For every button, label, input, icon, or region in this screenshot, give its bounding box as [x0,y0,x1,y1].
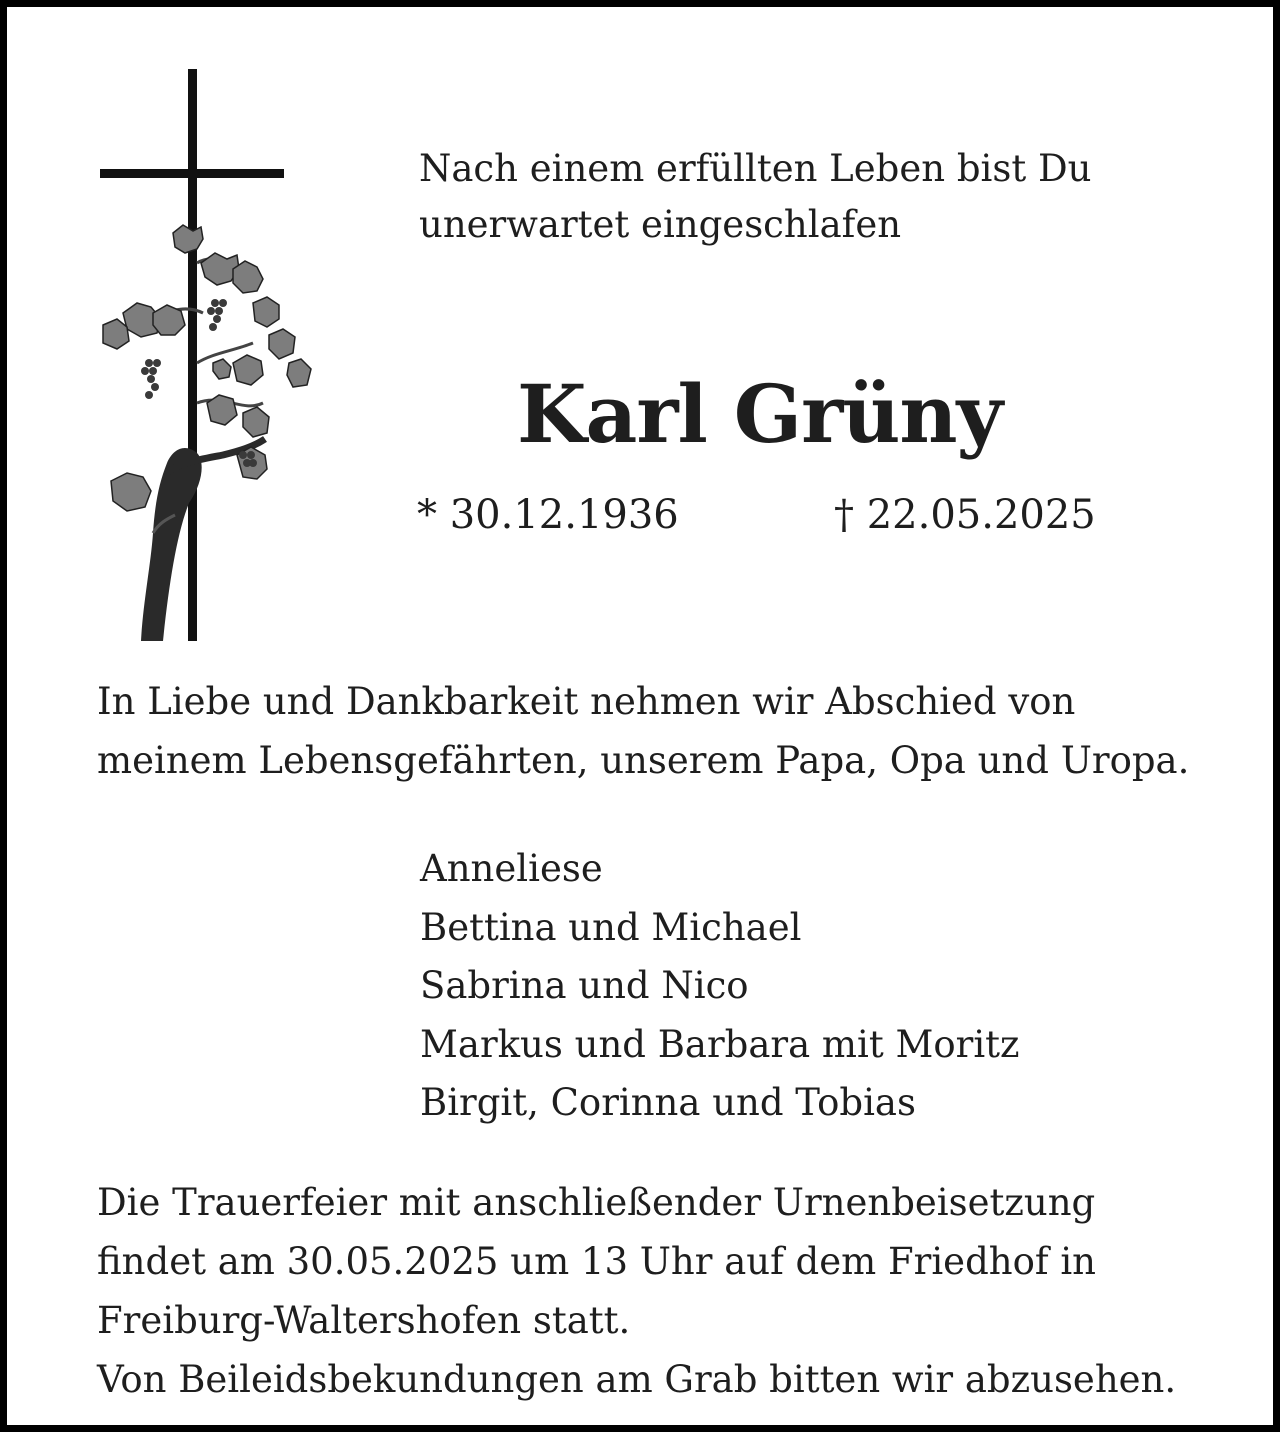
intro-line-2: unerwartet eingeschlafen [419,203,902,246]
birth-date: * 30.12.1936 [417,492,679,538]
mourner-entry: Markus und Barbara mit Moritz [420,1022,1020,1066]
farewell-line-1: In Liebe und Dankbarkeit nehmen wir Abschied von [97,680,1076,723]
intro-line-1: Nach einem erfüllten Leben bist Du [419,147,1092,190]
service-line-4: Von Beileidsbekundungen am Grab bitten wir abzusehen. [97,1358,1177,1401]
service-line-2: findet am 30.05.2025 um 13 Uhr auf dem Friedhof in [97,1240,1096,1283]
farewell-line-2: meinem Lebensgefährten, unserem Papa, Opa und Uropa. [97,739,1190,782]
farewell-text [97,672,1189,790]
mourner-entry: Sabrina und Nico [420,964,749,1007]
cross-with-grapevine-icon [93,63,333,649]
service-notice [97,1173,1176,1409]
mourners-list [420,840,1020,1133]
service-line-1: Die Trauerfeier mit anschließender Urnenbeisetzung [97,1181,1096,1224]
mourner-entry: Anneliese [420,847,603,890]
death-date: † 22.05.2025 [834,492,1096,538]
deceased-name: Karl Grüny [517,367,1003,461]
mourner-entry: Bettina und Michael [420,905,802,949]
intro-verse [419,141,1091,253]
service-line-3: Freiburg-Waltershofen statt. [97,1299,631,1342]
mourner-entry: Birgit, Corinna und Tobias [420,1081,916,1124]
